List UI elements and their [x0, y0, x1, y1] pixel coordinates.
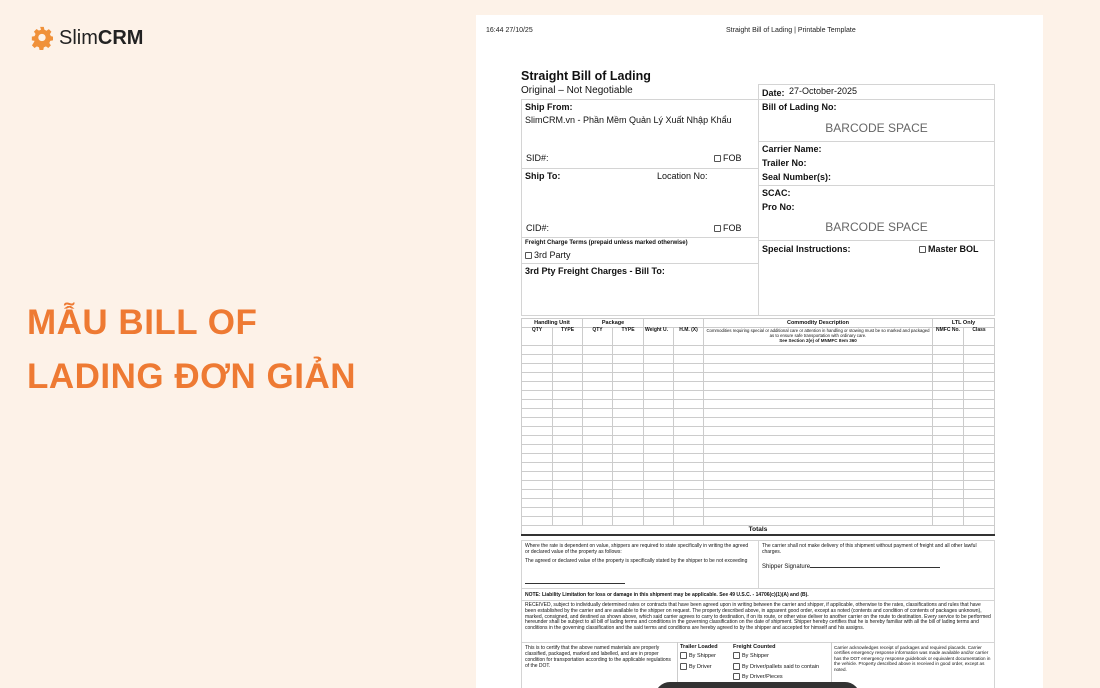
table-cell[interactable]	[583, 346, 613, 355]
table-cell[interactable]	[963, 382, 994, 391]
table-cell[interactable]	[644, 499, 674, 508]
table-cell[interactable]	[553, 391, 583, 400]
liability-note: NOTE: Liability Limitation for loss or damage in this shipment may be applicable. See 49 U.S.C. - 14706(c)(1)(A) and (B).	[525, 592, 809, 598]
ship-from-value[interactable]: SlimCRM.vn - Phần Mềm Quản Lý Xuất Nhập Khẩu	[525, 115, 732, 125]
table-cell[interactable]	[613, 463, 644, 472]
col-hu-qty: QTY	[522, 328, 553, 346]
value-text-1: Where the rate is dependent on value, shippers are required to state specifically in writing the agreed or declared value of the property as follows:	[525, 543, 749, 555]
table-cell[interactable]	[583, 490, 613, 499]
table-row[interactable]	[522, 517, 995, 526]
table-cell[interactable]	[613, 391, 644, 400]
table-cell[interactable]	[963, 400, 994, 409]
bol-number-label: Bill of Lading No:	[762, 102, 837, 112]
table-cell[interactable]	[522, 346, 553, 355]
slimcrm-logo	[30, 26, 143, 50]
table-cell[interactable]	[674, 400, 704, 409]
table-cell[interactable]	[932, 373, 963, 382]
table-row[interactable]	[522, 454, 995, 463]
table-cell[interactable]	[522, 427, 553, 436]
commodity-ref: See Section 2(e) of MNMFC Item 360	[779, 338, 857, 343]
table-row[interactable]	[522, 463, 995, 472]
table-cell[interactable]	[932, 454, 963, 463]
table-cell[interactable]	[613, 454, 644, 463]
table-cell[interactable]	[522, 472, 553, 481]
table-cell[interactable]	[583, 409, 613, 418]
table-cell[interactable]	[644, 391, 674, 400]
scac-label: SCAC:	[762, 188, 791, 198]
special-instructions-label: Special Instructions:	[762, 244, 851, 254]
table-cell[interactable]	[613, 490, 644, 499]
table-cell[interactable]	[674, 436, 704, 445]
table-cell[interactable]	[704, 517, 933, 526]
table-cell[interactable]	[644, 508, 674, 517]
table-cell[interactable]	[583, 508, 613, 517]
table-cell[interactable]	[674, 445, 704, 454]
table-cell[interactable]	[613, 346, 644, 355]
special-instructions-box	[758, 240, 995, 316]
totals-row: Totals	[522, 526, 995, 536]
table-cell[interactable]	[963, 454, 994, 463]
table-cell[interactable]	[522, 499, 553, 508]
table-cell[interactable]	[704, 409, 933, 418]
table-cell[interactable]	[613, 364, 644, 373]
third-party-checkbox[interactable]: 3rd Party	[525, 250, 571, 260]
group-commodity: Commodity Description	[704, 319, 933, 328]
table-cell[interactable]	[553, 517, 583, 526]
table-cell[interactable]	[932, 355, 963, 364]
table-cell[interactable]	[522, 373, 553, 382]
table-cell[interactable]	[674, 508, 704, 517]
table-cell[interactable]	[613, 355, 644, 364]
table-cell[interactable]	[583, 364, 613, 373]
table-cell[interactable]	[932, 481, 963, 490]
table-cell[interactable]	[522, 418, 553, 427]
gear-icon	[30, 26, 54, 50]
table-cell[interactable]	[674, 481, 704, 490]
col-hu-type: TYPE	[553, 328, 583, 346]
table-cell[interactable]	[644, 463, 674, 472]
table-cell[interactable]	[704, 436, 933, 445]
table-cell[interactable]	[932, 517, 963, 526]
table-cell[interactable]	[644, 364, 674, 373]
floating-toolbar[interactable]	[655, 682, 860, 688]
table-cell[interactable]	[522, 436, 553, 445]
table-row[interactable]	[522, 436, 995, 445]
table-cell[interactable]	[644, 445, 674, 454]
table-cell[interactable]	[674, 373, 704, 382]
table-cell[interactable]	[704, 418, 933, 427]
table-row[interactable]	[522, 427, 995, 436]
headline-line-1: MẪU BILL OF	[27, 303, 258, 342]
table-cell[interactable]	[704, 391, 933, 400]
ship-from-label: Ship From:	[525, 102, 573, 112]
col-class: Class	[963, 328, 994, 346]
table-cell[interactable]	[963, 427, 994, 436]
table-cell[interactable]	[704, 427, 933, 436]
bill-of-lading-document	[476, 15, 1043, 688]
table-cell[interactable]	[932, 382, 963, 391]
table-cell[interactable]	[613, 382, 644, 391]
table-cell[interactable]	[674, 472, 704, 481]
cid-label: CID#:	[526, 223, 550, 233]
table-cell[interactable]	[674, 364, 704, 373]
col-commodity	[704, 328, 933, 346]
table-cell[interactable]	[963, 409, 994, 418]
table-cell[interactable]	[553, 346, 583, 355]
table-cell[interactable]	[674, 517, 704, 526]
table-cell[interactable]	[932, 391, 963, 400]
table-cell[interactable]	[553, 463, 583, 472]
col-pkg-qty: QTY	[583, 328, 613, 346]
table-cell[interactable]	[704, 499, 933, 508]
table-cell[interactable]	[704, 454, 933, 463]
scac-box	[758, 185, 995, 241]
table-cell[interactable]	[522, 409, 553, 418]
commodity-table	[521, 318, 995, 536]
table-cell[interactable]	[704, 355, 933, 364]
date-box	[758, 84, 995, 100]
table-cell[interactable]	[963, 445, 994, 454]
table-cell[interactable]	[522, 364, 553, 373]
table-cell[interactable]	[674, 454, 704, 463]
table-cell[interactable]	[674, 391, 704, 400]
table-cell[interactable]	[522, 400, 553, 409]
table-cell[interactable]	[522, 445, 553, 454]
table-cell[interactable]	[704, 481, 933, 490]
table-cell[interactable]	[932, 436, 963, 445]
table-cell[interactable]	[704, 445, 933, 454]
table-row[interactable]	[522, 481, 995, 490]
table-cell[interactable]	[644, 454, 674, 463]
ship-from-box	[521, 99, 759, 169]
table-cell[interactable]	[674, 499, 704, 508]
table-cell[interactable]	[583, 454, 613, 463]
table-cell[interactable]	[674, 346, 704, 355]
table-row[interactable]	[522, 373, 995, 382]
value-text-2: The agreed or declared value of the property is specifically stated by the shipper to be not exceeding	[525, 558, 748, 564]
table-row[interactable]	[522, 490, 995, 499]
commodity-note: Commodities requiring special or additional care or attention in handling or stowing must be so marked and packaged as to ensure safe transportation with ordinary care.	[706, 328, 930, 338]
table-cell[interactable]	[644, 373, 674, 382]
col-pkg-type: TYPE	[613, 328, 644, 346]
fob-checkbox-1[interactable]: FOB	[714, 153, 742, 163]
brand-light: Slim	[59, 26, 98, 49]
table-cell[interactable]	[932, 472, 963, 481]
table-cell[interactable]	[963, 472, 994, 481]
table-cell[interactable]	[553, 409, 583, 418]
table-row[interactable]	[522, 445, 995, 454]
group-ltl: LTL Only	[932, 319, 994, 328]
table-cell[interactable]	[553, 481, 583, 490]
table-cell[interactable]	[963, 499, 994, 508]
table-cell[interactable]	[963, 481, 994, 490]
trailer-loaded-label: Trailer Loaded	[680, 644, 718, 650]
table-cell[interactable]	[522, 517, 553, 526]
table-cell[interactable]	[704, 346, 933, 355]
table-cell[interactable]	[932, 499, 963, 508]
table-cell[interactable]	[553, 472, 583, 481]
table-cell[interactable]	[932, 364, 963, 373]
table-cell[interactable]	[583, 382, 613, 391]
table-cell[interactable]	[583, 499, 613, 508]
table-row[interactable]	[522, 418, 995, 427]
table-cell[interactable]	[963, 364, 994, 373]
table-cell[interactable]	[674, 427, 704, 436]
table-cell[interactable]	[613, 418, 644, 427]
table-cell[interactable]	[674, 382, 704, 391]
table-row[interactable]	[522, 355, 995, 364]
table-cell[interactable]	[522, 490, 553, 499]
col-nmfc: NMFC No.	[932, 328, 963, 346]
carrier-box	[758, 141, 995, 186]
table-cell[interactable]	[613, 445, 644, 454]
table-row[interactable]	[522, 400, 995, 409]
table-cell[interactable]	[644, 490, 674, 499]
table-cell[interactable]	[963, 355, 994, 364]
table-cell[interactable]	[553, 373, 583, 382]
carrier-delivery-box	[758, 540, 995, 589]
table-cell[interactable]	[583, 355, 613, 364]
table-cell[interactable]	[522, 454, 553, 463]
barcode-space-1: BARCODE SPACE	[825, 121, 928, 135]
table-cell[interactable]	[674, 409, 704, 418]
group-handling-unit: Handling Unit	[522, 319, 583, 328]
pro-no-label: Pro No:	[762, 202, 795, 212]
table-cell[interactable]	[704, 463, 933, 472]
sid-label: SID#:	[526, 153, 549, 163]
table-cell[interactable]	[613, 400, 644, 409]
table-cell[interactable]	[583, 418, 613, 427]
table-cell[interactable]	[644, 481, 674, 490]
table-cell[interactable]	[644, 427, 674, 436]
master-bol-checkbox[interactable]: Master BOL	[919, 244, 979, 254]
table-cell[interactable]	[613, 499, 644, 508]
declared-value-box	[521, 540, 759, 589]
table-cell[interactable]	[553, 355, 583, 364]
table-cell[interactable]	[644, 355, 674, 364]
table-cell[interactable]	[932, 400, 963, 409]
table-cell[interactable]	[644, 418, 674, 427]
table-cell[interactable]	[613, 436, 644, 445]
table-row[interactable]	[522, 346, 995, 355]
location-label: Location No:	[657, 171, 708, 181]
third-party-bill-to-label: 3rd Pty Freight Charges - Bill To:	[525, 266, 665, 276]
table-cell[interactable]	[704, 400, 933, 409]
table-cell[interactable]	[704, 373, 933, 382]
table-cell[interactable]	[932, 427, 963, 436]
table-cell[interactable]	[613, 373, 644, 382]
table-cell[interactable]	[613, 472, 644, 481]
table-cell[interactable]	[613, 508, 644, 517]
table-cell[interactable]	[553, 364, 583, 373]
table-cell[interactable]	[963, 346, 994, 355]
table-cell[interactable]	[522, 391, 553, 400]
table-cell[interactable]	[553, 436, 583, 445]
table-cell[interactable]	[932, 445, 963, 454]
table-cell[interactable]	[704, 382, 933, 391]
bol-number-box	[758, 99, 995, 142]
table-cell[interactable]	[932, 418, 963, 427]
table-cell[interactable]	[644, 400, 674, 409]
table-cell[interactable]	[553, 454, 583, 463]
date-value[interactable]: 27-October-2025	[789, 86, 858, 96]
freight-by-driver-pieces-checkbox[interactable]: By Driver/Pieces	[733, 673, 783, 680]
carrier-name-label: Carrier Name:	[762, 144, 822, 154]
table-row[interactable]	[522, 391, 995, 400]
print-title: Straight Bill of Lading | Printable Template	[726, 27, 856, 34]
table-cell[interactable]	[963, 436, 994, 445]
table-cell[interactable]	[932, 346, 963, 355]
carrier-delivery-text: The carrier shall not make delivery of this shipment without payment of freight and all other lawful charges.	[762, 543, 977, 555]
certify-text: This is to certify that the above named materials are properly classified, packaged, marked and labelled, and are in proper condition for transportation according to the applicable regulations of the DOT.	[525, 645, 671, 669]
table-cell[interactable]	[644, 472, 674, 481]
table-cell[interactable]	[583, 481, 613, 490]
table-row[interactable]	[522, 364, 995, 373]
table-cell[interactable]	[613, 409, 644, 418]
table-cell[interactable]	[932, 463, 963, 472]
table-cell[interactable]	[583, 472, 613, 481]
table-cell[interactable]	[674, 418, 704, 427]
table-cell[interactable]	[644, 409, 674, 418]
table-cell[interactable]	[963, 508, 994, 517]
table-cell[interactable]	[963, 490, 994, 499]
table-cell[interactable]	[522, 355, 553, 364]
table-row[interactable]	[522, 472, 995, 481]
table-cell[interactable]	[963, 418, 994, 427]
freight-terms-box	[521, 237, 759, 264]
freight-by-driver-pallets-checkbox[interactable]: By Driver/pallets said to contain	[733, 663, 819, 670]
shipper-signature[interactable]: Shipper Signature	[762, 564, 940, 570]
table-cell[interactable]	[553, 499, 583, 508]
table-cell[interactable]	[613, 481, 644, 490]
table-cell[interactable]	[963, 463, 994, 472]
table-cell[interactable]	[583, 400, 613, 409]
table-cell[interactable]	[522, 382, 553, 391]
table-cell[interactable]	[674, 463, 704, 472]
table-cell[interactable]	[583, 445, 613, 454]
table-cell[interactable]	[583, 463, 613, 472]
table-cell[interactable]	[613, 427, 644, 436]
table-cell[interactable]	[704, 472, 933, 481]
table-cell[interactable]	[963, 373, 994, 382]
table-cell[interactable]	[553, 508, 583, 517]
table-cell[interactable]	[553, 382, 583, 391]
table-row[interactable]	[522, 499, 995, 508]
headline	[27, 296, 356, 404]
form-subtitle: Original – Not Negotiable	[521, 85, 633, 96]
table-cell[interactable]	[553, 490, 583, 499]
table-cell[interactable]	[553, 418, 583, 427]
col-weight: Weight U.	[644, 328, 674, 346]
table-cell[interactable]	[583, 436, 613, 445]
table-cell[interactable]	[522, 508, 553, 517]
table-cell[interactable]	[553, 445, 583, 454]
table-cell[interactable]	[644, 382, 674, 391]
table-cell[interactable]	[932, 490, 963, 499]
third-party-bill-to-box	[521, 263, 759, 316]
freight-counted-label: Freight Counted	[733, 644, 776, 650]
table-cell[interactable]	[963, 517, 994, 526]
table-cell[interactable]	[553, 427, 583, 436]
trailer-no-label: Trailer No:	[762, 158, 807, 168]
table-cell[interactable]	[644, 517, 674, 526]
freight-by-shipper-checkbox[interactable]: By Shipper	[733, 652, 769, 659]
brand-bold: CRM	[97, 26, 144, 49]
fob-checkbox-2[interactable]: FOB	[714, 223, 742, 233]
carrier-ack-text: Carrier acknowledges receipt of packages and required placards. Carrier certifies emergency response information was made available and/or carrier has the DOT emergency response guidebook or equivalent documentation in the vehicle. Property described above is received in good order, except as noted.	[834, 645, 991, 672]
table-cell[interactable]	[644, 436, 674, 445]
table-cell[interactable]	[583, 373, 613, 382]
received-box	[521, 600, 995, 643]
barcode-space-2: BARCODE SPACE	[825, 220, 928, 234]
table-cell[interactable]	[704, 364, 933, 373]
trailer-by-shipper-checkbox[interactable]: By Shipper	[680, 652, 716, 659]
col-hm: H.M. (X)	[674, 328, 704, 346]
table-cell[interactable]	[932, 409, 963, 418]
table-cell[interactable]	[583, 517, 613, 526]
table-cell[interactable]	[613, 517, 644, 526]
freight-terms-label: Freight Charge Terms (prepaid unless marked otherwise)	[525, 240, 688, 246]
declared-value-line[interactable]	[525, 583, 625, 584]
table-row[interactable]	[522, 382, 995, 391]
received-text: RECEIVED, subject to individually determined rates or contracts that have been agreed upon in writing between the carrier and shipper, if applicable, otherwise to the rates, classifications and rules that have been established by the carrier and are available to the shipper on request. The property described above, in apparent good order, except as noted (contents and condition of contents of packages unknown), marked, consigned, and destined as shown above, which said carrier agrees to carry to destination, if on its route, or other wise deliver to another carrier on the route to destination. Every service to be performed hereunder shall be subject to all bill of lading terms and conditions in the governing classification on the date of shipment. Shipper hereby certifies that he is hereby familiar with all the bill of lading terms and conditions in the governing classification and the said terms and conditions are hereby agreed to by the shipper and accepted for himself and his assigns.	[525, 602, 991, 632]
table-cell[interactable]	[644, 346, 674, 355]
table-cell[interactable]	[704, 490, 933, 499]
ship-to-box	[521, 168, 759, 238]
headline-line-2: LADING ĐƠN GIẢN	[27, 357, 357, 396]
table-cell[interactable]	[522, 481, 553, 490]
table-cell[interactable]	[963, 391, 994, 400]
table-cell[interactable]	[553, 400, 583, 409]
ship-to-label: Ship To:	[525, 171, 561, 181]
group-package: Package	[583, 319, 644, 328]
table-cell[interactable]	[704, 508, 933, 517]
table-cell[interactable]	[932, 508, 963, 517]
print-datetime: 16:44 27/10/25	[486, 27, 533, 34]
table-cell[interactable]	[583, 391, 613, 400]
table-cell[interactable]	[522, 463, 553, 472]
table-cell[interactable]	[674, 355, 704, 364]
table-row[interactable]	[522, 409, 995, 418]
table-row[interactable]	[522, 508, 995, 517]
form-title: Straight Bill of Lading	[521, 69, 651, 83]
seal-numbers-label: Seal Number(s):	[762, 172, 832, 182]
table-cell[interactable]	[674, 490, 704, 499]
trailer-by-driver-checkbox[interactable]: By Driver	[680, 663, 712, 670]
date-label: Date:	[762, 88, 785, 98]
table-cell[interactable]	[583, 427, 613, 436]
